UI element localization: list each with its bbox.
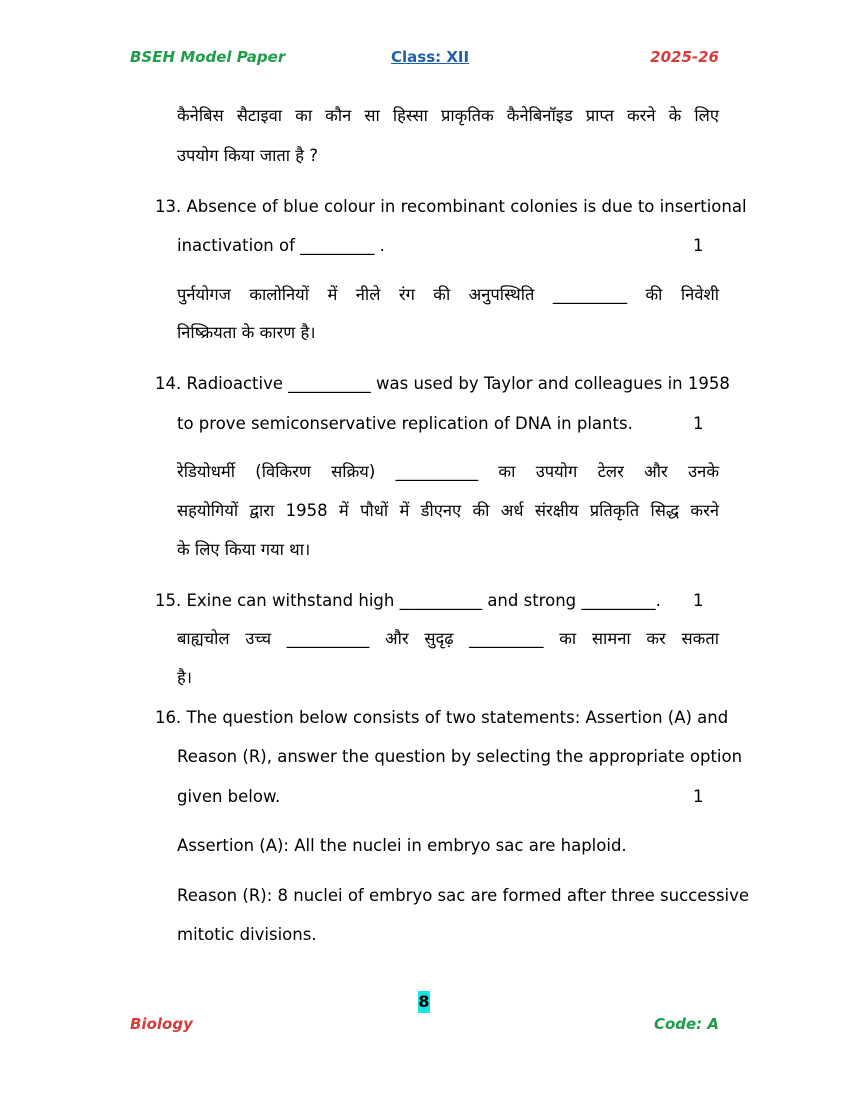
q15-marks: 1 <box>693 591 704 610</box>
page-footer <box>130 1015 719 1037</box>
q14-english-line-1: 14. Radioactive __________ was used by Taylor and colleagues in 1958 <box>155 374 730 393</box>
q16-assertion: Assertion (A): All the nuclei in embryo sac are haploid. <box>177 836 627 855</box>
q13-marks: 1 <box>693 236 704 255</box>
q13-hindi-line-1: पुर्नयोगज कालोनियों में नीले रंग की अनुपस्थिति _________ की निवेशी <box>177 285 719 304</box>
q14-hindi-line-1: रेडियोधर्मी (विकिरण सक्रिय) __________ का उपयोग टेलर और उनके <box>177 462 719 481</box>
q12-hindi-line-2: उपयोग किया जाता है ? <box>177 146 319 165</box>
q14-english-line-2: to prove semiconservative replication of DNA in plants. <box>177 414 633 433</box>
q15-hindi-line-2: है। <box>177 668 193 687</box>
q15-hindi-line-1: बाह्यचोल उच्च __________ और सुदृढ़ _________ का सामना कर सकता <box>177 629 719 648</box>
header-paper-name: BSEH Model Paper <box>130 48 286 66</box>
q16-reason-line-2: mitotic divisions. <box>177 925 317 944</box>
page-number: 8 <box>418 992 430 1011</box>
footer-subject: Biology <box>130 1015 193 1033</box>
header-class: Class: XII <box>391 48 470 66</box>
q13-english-line-2: inactivation of _________ . <box>177 236 385 255</box>
q16-reason-line-1: Reason (R): 8 nuclei of embryo sac are formed after three successive <box>177 886 750 905</box>
q14-hindi-line-2: सहयोगियों द्वारा 1958 में पौधों में डीएनए की अर्ध संरक्षीय प्रतिकृति सिद्ध करने <box>177 501 719 520</box>
q13-english-line-1: 13. Absence of blue colour in recombinant colonies is due to insertional <box>155 197 747 216</box>
q16-marks: 1 <box>693 787 704 806</box>
q12-hindi-line-1: कैनेबिस सैटाइवा का कौन सा हिस्सा प्राकृतिक कैनेबिनॉइड प्राप्त करने के लिए <box>177 106 719 125</box>
q16-english-line-1: 16. The question below consists of two statements: Assertion (A) and <box>155 708 729 727</box>
q15-english-line-1: 15. Exine can withstand high __________ and strong _________. <box>155 591 661 610</box>
q16-english-line-2: Reason (R), answer the question by selecting the appropriate option <box>177 747 743 766</box>
q14-marks: 1 <box>693 414 704 433</box>
q16-english-line-3: given below. <box>177 787 281 806</box>
footer-code: Code: A <box>653 1015 719 1033</box>
q13-hindi-line-2: निष्क्रियता के कारण है। <box>177 323 316 342</box>
q14-hindi-line-3: के लिए किया गया था। <box>177 540 311 559</box>
header-year: 2025-26 <box>650 48 719 66</box>
page-header <box>130 48 719 70</box>
